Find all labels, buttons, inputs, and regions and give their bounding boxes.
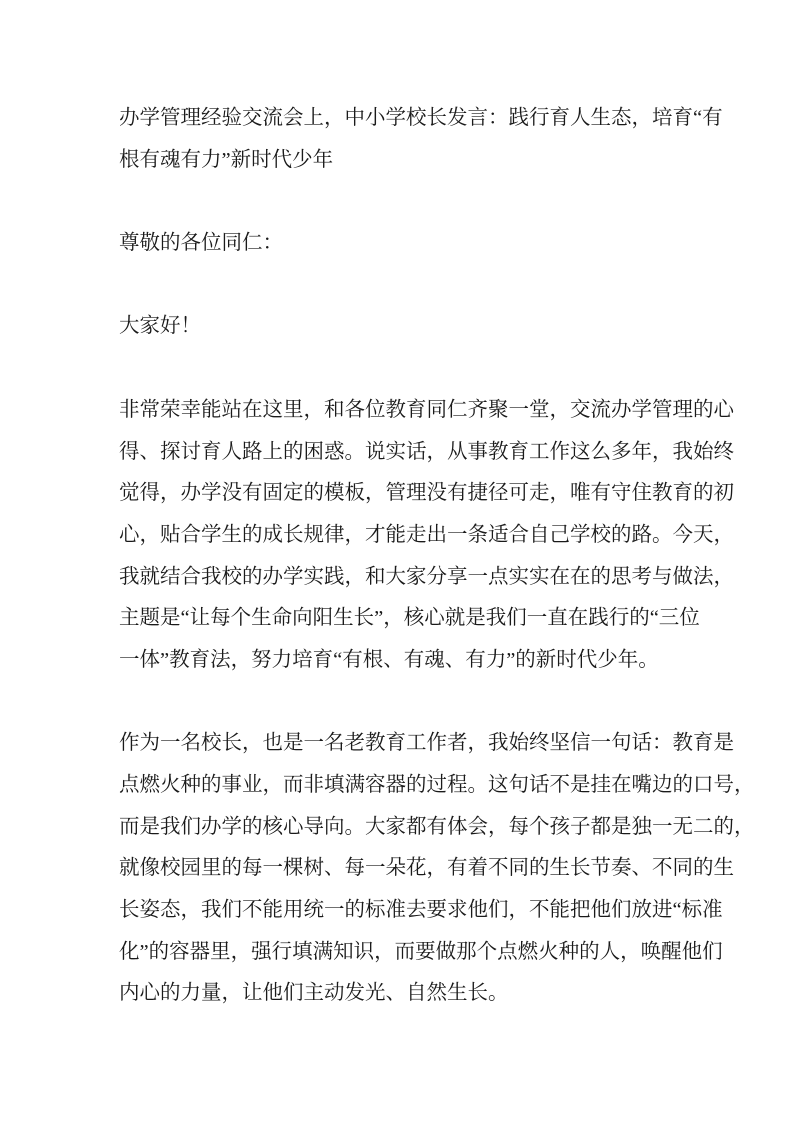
salutation-text: 尊敬的各位同仁： [119, 232, 283, 255]
body-paragraph-1 [119, 390, 734, 682]
body-paragraph-2 [119, 723, 755, 1015]
document-title [119, 98, 723, 181]
paragraph-line: 内心的力量，让他们主动发光、自然生长。 [119, 982, 509, 1005]
salutation [119, 223, 673, 265]
title-line: 根有魂有力”新时代少年 [119, 148, 334, 171]
paragraph-line: 主题是“让每个生命向阳生长”，核心就是我们一直在践行的“三位 [119, 607, 700, 630]
greeting-text: 大家好！ [119, 315, 201, 338]
paragraph-line: 点燃火种的事业，而非填满容器的过程。这句话不是挂在嘴边的口号， [119, 774, 755, 796]
paragraph-line: 得、探讨育人路上的困惑。说实话，从事教育工作这么多年，我始终 [119, 440, 734, 463]
paragraph-line: 我就结合我校的办学实践，和大家分享一点实实在在的思考与做法， [119, 565, 734, 588]
paragraph-line: 觉得，办学没有固定的模板，管理没有捷径可走，唯有守住教育的初 [119, 482, 734, 505]
title-line: 办学管理经验交流会上，中小学校长发言：践行育人生态，培育“有 [119, 107, 723, 129]
paragraph-line: 一体”教育法，努力培育“有根、有魂、有力”的新时代少年。 [119, 648, 659, 671]
paragraph-line: 而是我们办学的核心导向。大家都有体会，每个孩子都是独一无二的， [119, 815, 755, 838]
greeting [119, 306, 673, 348]
paragraph-line: 非常荣幸能站在这里，和各位教育同仁齐聚一堂，交流办学管理的心 [119, 398, 734, 421]
paragraph-line: 就像校园里的每一棵树、每一朵花，有着不同的生长节奏、不同的生 [119, 857, 734, 880]
paragraph-line: 长姿态，我们不能用统一的标准去要求他们，不能把他们放进“标准 [119, 899, 723, 922]
paragraph-line: 化”的容器里，强行填满知识，而要做那个点燃火种的人，唤醒他们 [119, 940, 723, 963]
paragraph-line: 心，贴合学生的成长规律，才能走出一条适合自己学校的路。今天， [119, 523, 734, 546]
document-page [119, 98, 755, 1057]
paragraph-line: 作为一名校长，也是一名老教育工作者，我始终坚信一句话：教育是 [119, 732, 734, 755]
